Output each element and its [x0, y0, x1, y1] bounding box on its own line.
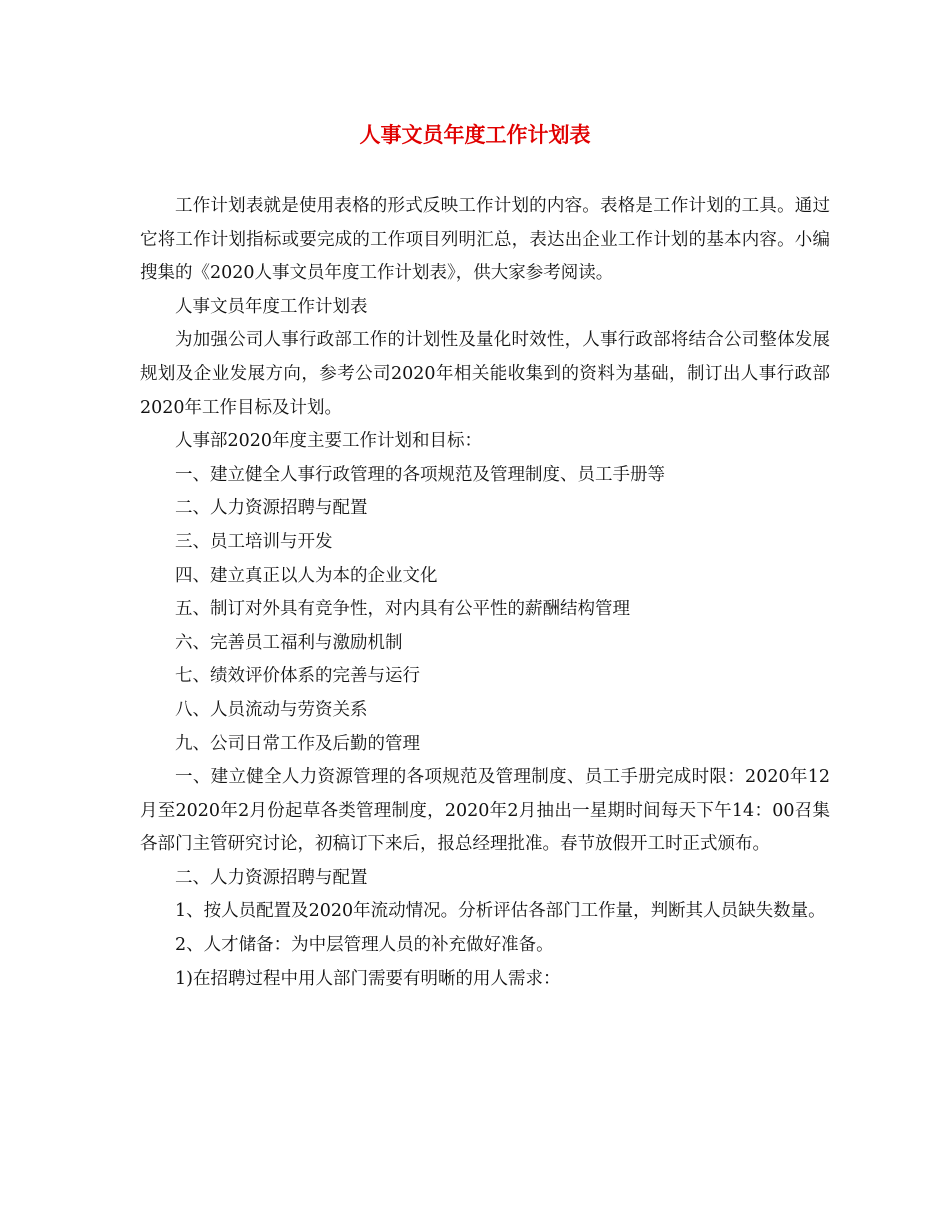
section-2-subitem-1: 1)在招聘过程中用人部门需要有明晰的用人需求：	[175, 968, 561, 989]
section-2-item-2: 2、人才储备：为中层管理人员的补充做好准备。	[175, 935, 554, 956]
goal-item-3: 三、员工培训与开发	[175, 531, 333, 552]
paragraph-goals-heading: 人事部2020年度主要工作计划和目标：	[175, 431, 483, 452]
paragraph-purpose: 为加强公司人事行政部工作的计划性及量化时效性，人事行政部将结合公司整体发展规划及企业发展方向，参考公司2020年相关能收集到的资料为基础，制订出人事行政部2020年工作目标及计划。	[140, 330, 830, 418]
goal-item-5: 五、制订对外具有竞争性，对内具有公平性的薪酬结构管理	[175, 599, 630, 620]
goal-item-2: 二、人力资源招聘与配置	[175, 498, 368, 519]
section-2-item-1: 1、按人员配置及2020年流动情况。分析评估各部门工作量，判断其人员缺失数量。	[175, 901, 826, 922]
paragraph-intro: 工作计划表就是使用表格的形式反映工作计划的内容。表格是工作计划的工具。通过它将工作计划指标或要完成的工作项目列明汇总，表达出企业工作计划的基本内容。小编搜集的《2020人事文员年度工作计划表》，供大家参考阅读。	[140, 196, 830, 284]
document-body	[140, 190, 830, 996]
goal-item-7: 七、绩效评价体系的完善与运行	[175, 666, 420, 687]
goal-item-8: 八、人员流动与劳资关系	[175, 699, 368, 720]
document-title: 人事文员年度工作计划表	[359, 122, 591, 147]
paragraph-subtitle: 人事文员年度工作计划表	[175, 296, 368, 317]
goal-item-4: 四、建立真正以人为本的企业文化	[175, 565, 438, 586]
goal-item-1: 一、建立健全人事行政管理的各项规范及管理制度、员工手册等	[175, 464, 665, 485]
section-2-heading: 二、人力资源招聘与配置	[175, 867, 368, 888]
section-1-detail: 一、建立健全人力资源管理的各项规范及管理制度、员工手册完成时限：2020年12月至2020年2月份起草各类管理制度，2020年2月抽出一星期时间每天下午14：00召集各部门主管研究讨论，初稿订下来后，报总经理批准。春节放假开工时正式颁布。	[140, 767, 830, 855]
goal-item-9: 九、公司日常工作及后勤的管理	[175, 733, 420, 754]
goal-item-6: 六、完善员工福利与激励机制	[175, 632, 403, 653]
